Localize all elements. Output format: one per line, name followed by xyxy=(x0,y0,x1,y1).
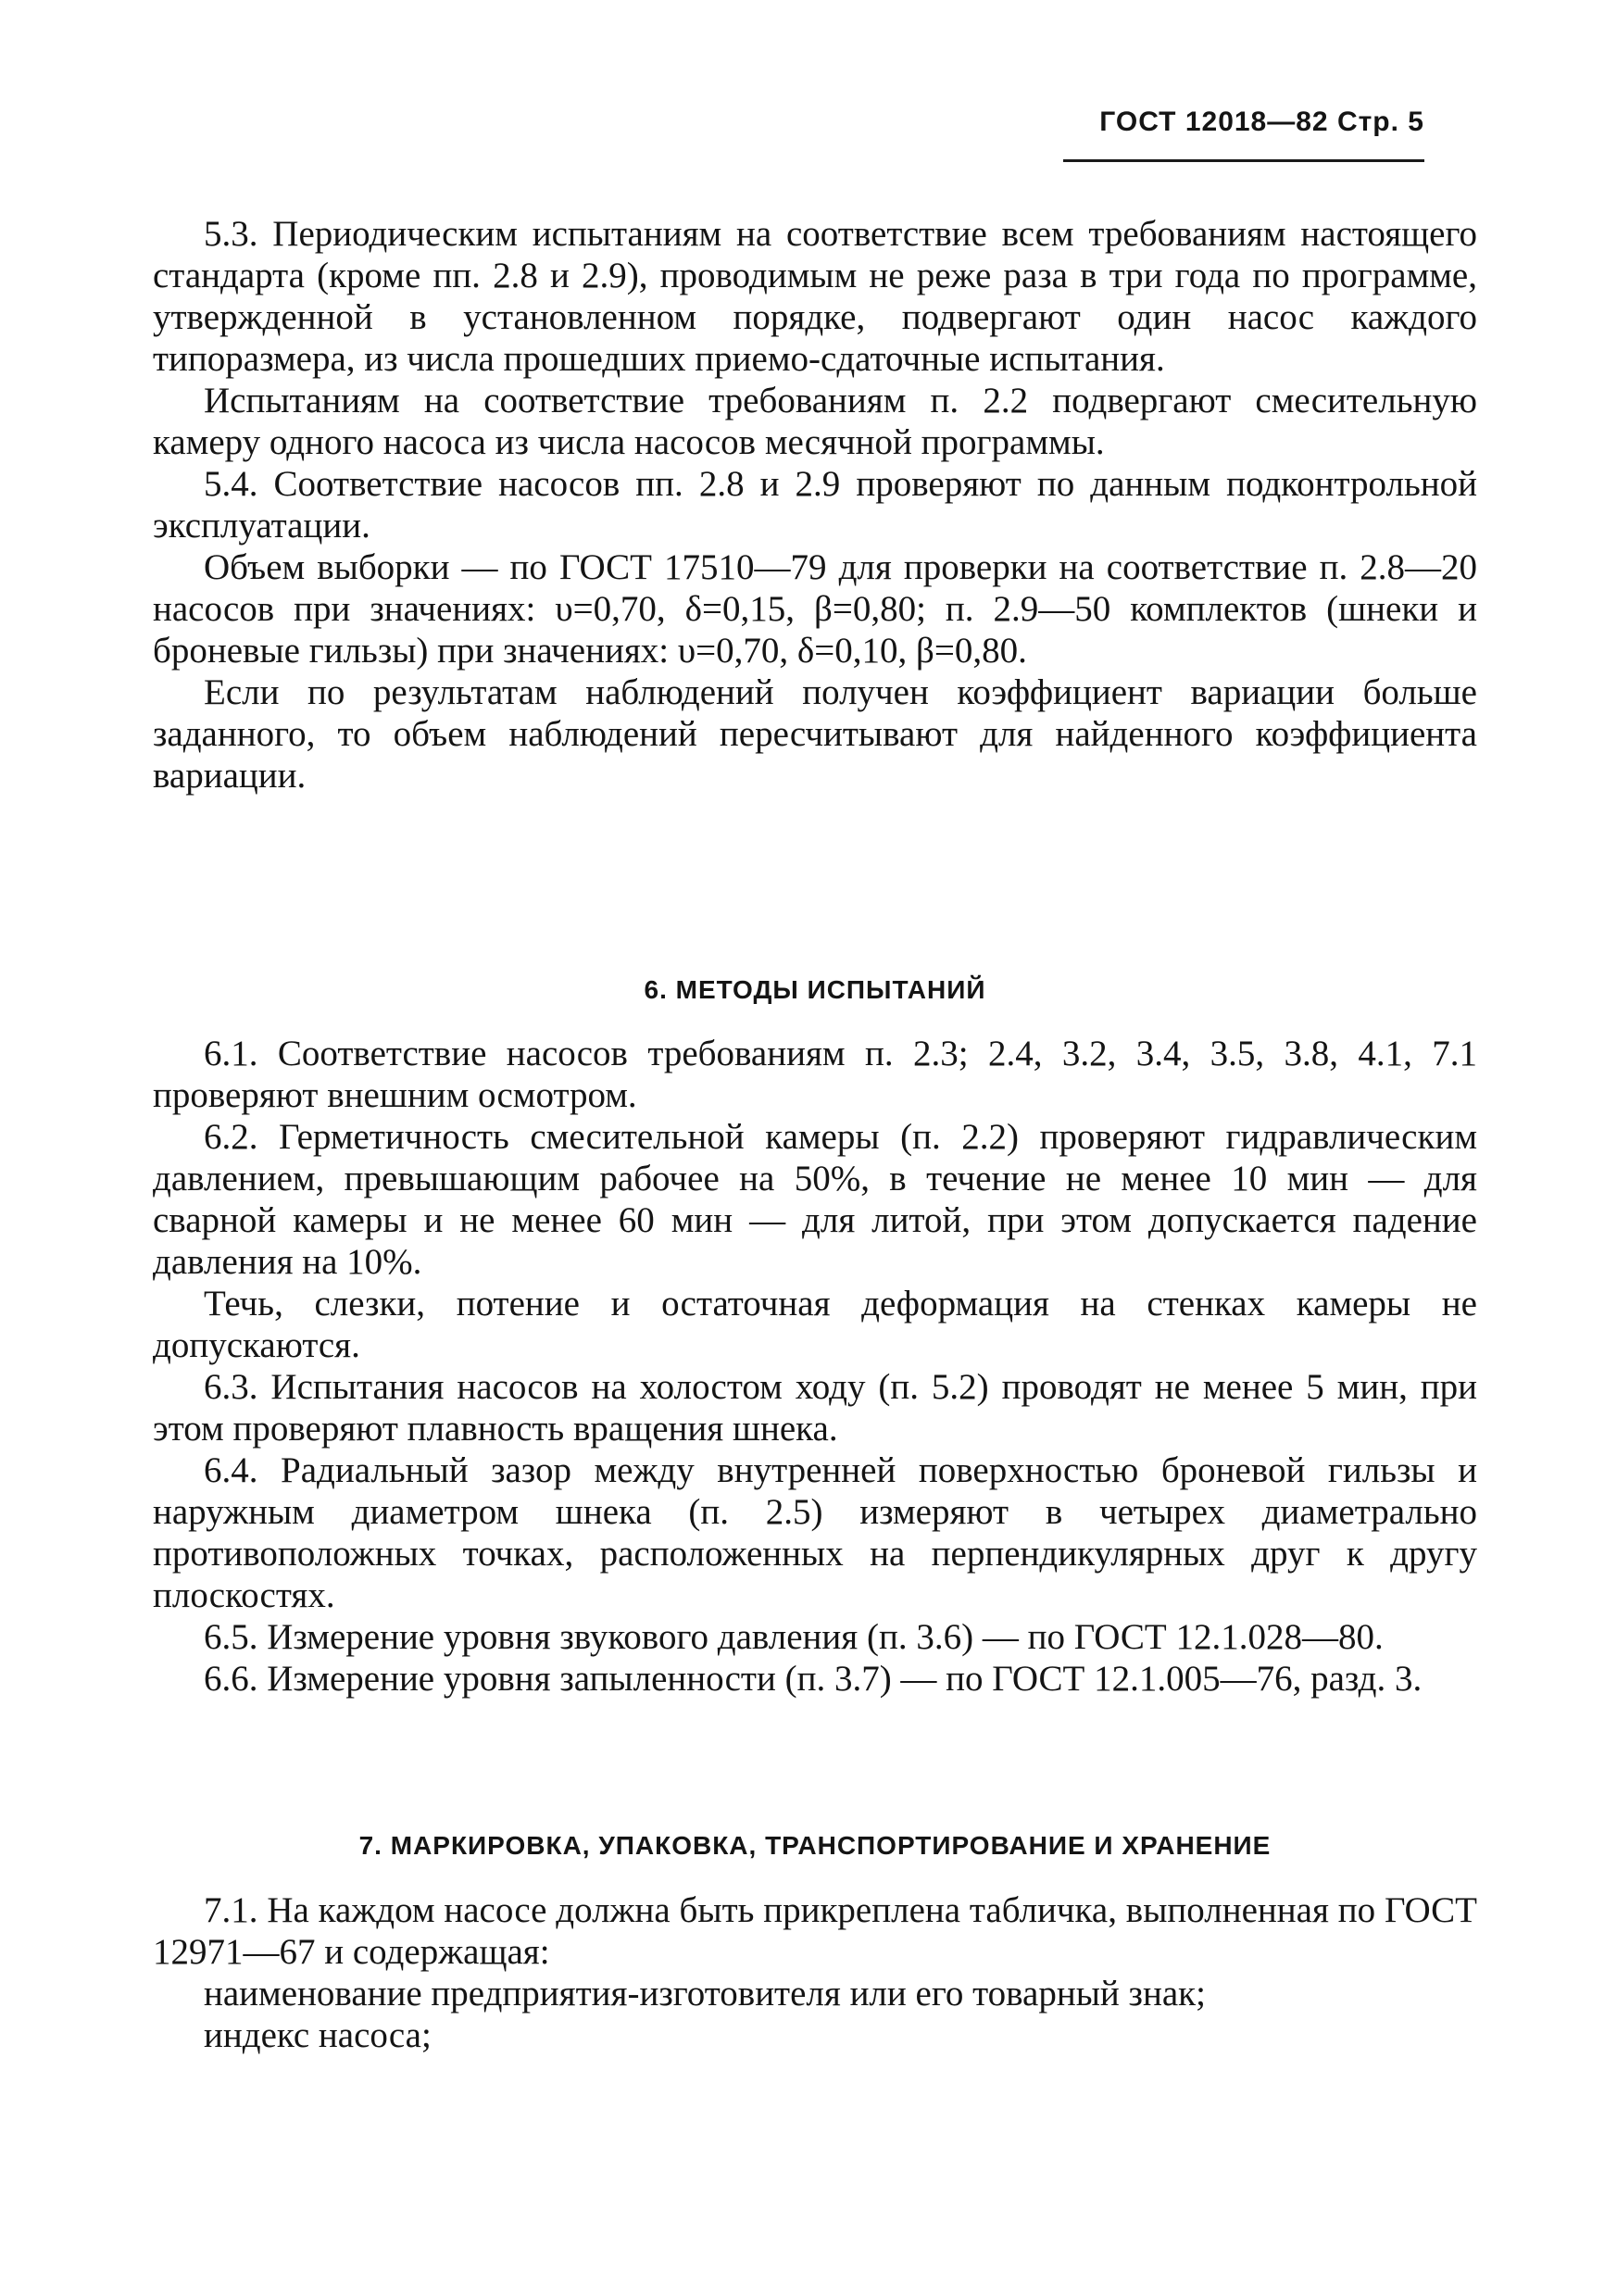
paragraph: 7.1. На каждом насосе должна быть прикреплена табличка, выполненная по ГОСТ 12971—67 и содержащая: xyxy=(153,1890,1477,1972)
header-rule xyxy=(1063,159,1424,162)
paragraph: 6.3. Испытания насосов на холостом ходу (п. 5.2) проводят не менее 5 мин, при этом проверяют плавность вращения шнека. xyxy=(153,1367,1477,1449)
paragraph: 6.4. Радиальный зазор между внутренней поверхностью броневой гильзы и наружным диаметром шнека (п. 2.5) измеряют в четырех диаметрально противоположных точках, расположенных на перпендикулярных друг к другу плоскостях. xyxy=(153,1450,1477,1615)
paragraph: 5.4. Соответствие насосов пп. 2.8 и 2.9 проверяют по данным подконтрольной эксплуатации. xyxy=(153,464,1477,546)
section-7-heading: 7. МАРКИРОВКА, УПАКОВКА, ТРАНСПОРТИРОВАНИЕ И ХРАНЕНИЕ xyxy=(358,1831,1272,1860)
paragraph: 6.1. Соответствие насосов требованиям п. 2.3; 2.4, 3.2, 3.4, 3.5, 3.8, 4.1, 7.1 проверяют внешним осмотром. xyxy=(153,1034,1477,1115)
section-6-heading: 6. МЕТОДЫ ИСПЫТАНИЙ xyxy=(644,975,986,1004)
paragraph: 6.2. Герметичность смесительной камеры (п. 2.2) проверяют гидравлическим давлением, превышающим рабочее на 50%, в течение не менее 10 мин — для сварной камеры и не менее 60 мин — для литой, при этом допускается падение давления на 10%. xyxy=(153,1117,1477,1282)
paragraph: Если по результатам наблюдений получен коэффициент вариации больше заданного, то объем наблюдений пересчитывают для найденного коэффициента вариации. xyxy=(153,672,1477,796)
paragraph: 6.6. Измерение уровня запыленности (п. 3.7) — по ГОСТ 12.1.005—76, разд. 3. xyxy=(204,1659,1423,1699)
paragraph: 6.5. Измерение уровня звукового давления (п. 3.6) — по ГОСТ 12.1.028—80. xyxy=(204,1617,1384,1657)
section-5-text xyxy=(153,213,1477,797)
running-head: ГОСТ 12018—82 Стр. 5 xyxy=(1099,107,1424,137)
paragraph: индекс насоса; xyxy=(204,2015,432,2055)
paragraph: Испытаниям на соответствие требованиям п. 2.2 подвергают смесительную камеру одного насоса из числа насосов месячной программы. xyxy=(153,381,1477,462)
paragraph: Объем выборки — по ГОСТ 17510—79 для проверки на соответствие п. 2.8—20 насосов при значениях: υ=0,70, δ=0,15, β=0,80; п. 2.9—50 комплектов (шнеки и броневые гильзы) при значениях: υ=0,70, δ=0,10, β=0,80. xyxy=(153,547,1477,671)
paragraph: 5.3. Периодическим испытаниям на соответствие всем требованиям настоящего стандарта (кроме пп. 2.8 и 2.9), проводимым не реже раза в три года по программе, утвержденной в установленном порядке, подвергают один насос каждого типоразмера, из числа прошедших приемо-сдаточные испытания. xyxy=(153,214,1477,379)
section-6-text xyxy=(153,1033,1477,1700)
paragraph: Течь, слезки, потение и остаточная деформация на стенках камеры не допускаются. xyxy=(153,1284,1477,1365)
paragraph: наименование предприятия-изготовителя или его товарный знак; xyxy=(204,1974,1206,2014)
section-7-text xyxy=(153,1889,1477,2056)
